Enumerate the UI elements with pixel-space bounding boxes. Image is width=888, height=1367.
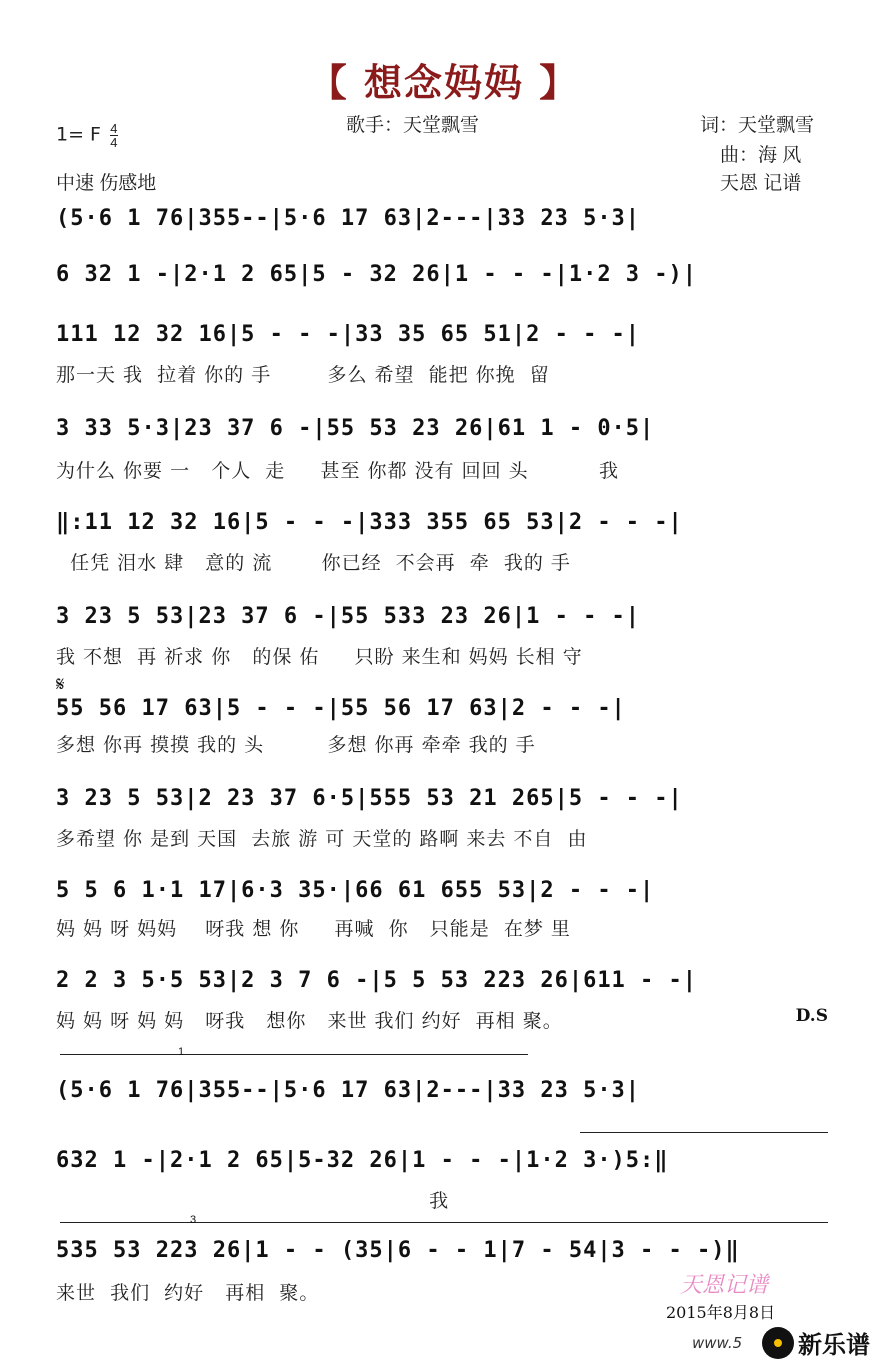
segno-sign: 𝄋 <box>56 674 65 696</box>
third-ending-number: 3 <box>190 1214 197 1226</box>
notation-line-3: 111 12 32 16|5 - - -|33 35 65 51|2 - - -| <box>56 322 641 347</box>
lyric-line-12: 我 <box>56 1190 450 1212</box>
notation-line-11: (5·6 1 76|355--|5·6 17 63|2---|33 23 5·3| <box>56 1078 641 1103</box>
notation-line-8: 3 23 5 53|2 23 37 6·5|555 53 21 265|5 - - -| <box>56 786 683 811</box>
lyric-line-10: 妈 妈 呀 妈 妈 呀我 想你 来世 我们 约好 再相 聚。 <box>56 1010 563 1032</box>
record-disc-icon <box>762 1327 794 1359</box>
time-denominator: 4 <box>110 135 118 150</box>
transcriber-stamp: 天恩记谱 <box>680 1273 769 1298</box>
logo-text: 新乐谱 <box>798 1331 870 1359</box>
notation-line-12: 632 1 -|2·1 2 65|5-32 26|1 - - -|1·2 3·)5:‖ <box>56 1148 669 1173</box>
time-signature <box>110 122 117 149</box>
first-ending-bracket-cont <box>580 1132 828 1133</box>
singer: 歌手：天堂飘雪 <box>346 115 480 136</box>
lyricist: 词：天堂飘雪 <box>700 115 815 136</box>
lyric-line-7: 多想 你再 摸摸 我的 头 多想 你再 牵牵 我的 手 <box>56 734 536 756</box>
notation-line-7: 55 56 17 63|5 - - -|55 56 17 63|2 - - -| <box>56 696 626 721</box>
lyric-line-6: 我 不想 再 祈求 你 的保 佑 只盼 来生和 妈妈 长相 守 <box>56 646 583 668</box>
composer: 曲：海 风 <box>720 145 802 166</box>
lyric-line-9: 妈 妈 呀 妈妈 呀我 想 你 再喊 你 只能是 在梦 里 <box>56 918 571 940</box>
notation-line-5: ‖:11 12 32 16|5 - - -|333 355 65 53|2 - - -| <box>56 510 683 535</box>
third-ending-bracket <box>60 1222 828 1223</box>
notation-line-6: 3 23 5 53|23 37 6 -|55 533 23 26|1 - - -| <box>56 604 641 629</box>
notation-line-2: 6 32 1 -|2·1 2 65|5 - 32 26|1 - - -|1·2 3 -)| <box>56 262 698 287</box>
notation-line-1: (5·6 1 76|355--|5·6 17 63|2---|33 23 5·3| <box>56 206 641 231</box>
tempo-marking: 中速 伤感地 <box>56 173 157 194</box>
song-title: 【 想念妈妈 】 <box>308 61 580 105</box>
dal-segno-mark: D.S <box>795 1006 828 1026</box>
notation-line-13: 535 53 223 26|1 - - (35|6 - - 1|7 - 54|3 - - -)‖ <box>56 1238 740 1263</box>
first-ending-number: 1 <box>178 1046 185 1058</box>
lyric-line-5: 任凭 泪水 肆 意的 流 你已经 不会再 牵 我的 手 <box>56 552 571 574</box>
site-logo[interactable] <box>762 1325 870 1360</box>
lyric-line-3: 那一天 我 拉着 你的 手 多么 希望 能把 你挽 留 <box>56 364 550 386</box>
transcriber: 天恩 记谱 <box>720 173 802 194</box>
lyric-line-13: 来世 我们 约好 再相 聚。 <box>56 1282 320 1304</box>
first-ending-bracket <box>60 1054 528 1055</box>
notation-line-4: 3 33 5·3|23 37 6 -|55 53 23 26|61 1 - 0·5| <box>56 416 655 441</box>
notation-line-10: 2 2 3 5·5 53|2 3 7 6 -|5 5 53 223 26|611 - -| <box>56 968 698 993</box>
key-label: 1= F <box>56 123 101 146</box>
site-url[interactable]: www.5 <box>692 1334 743 1352</box>
key-signature <box>56 122 118 149</box>
lyric-line-4: 为什么 你要 一 个人 走 甚至 你都 没有 回回 头 我 <box>56 460 620 482</box>
time-numerator: 4 <box>110 121 118 136</box>
date-stamp: 2015年8月8日 <box>666 1303 776 1322</box>
lyric-line-8: 多希望 你 是到 天国 去旅 游 可 天堂的 路啊 来去 不自 由 <box>56 828 588 850</box>
notation-line-9: 5 5 6 1·1 17|6·3 35·|66 61 655 53|2 - - -| <box>56 878 655 903</box>
